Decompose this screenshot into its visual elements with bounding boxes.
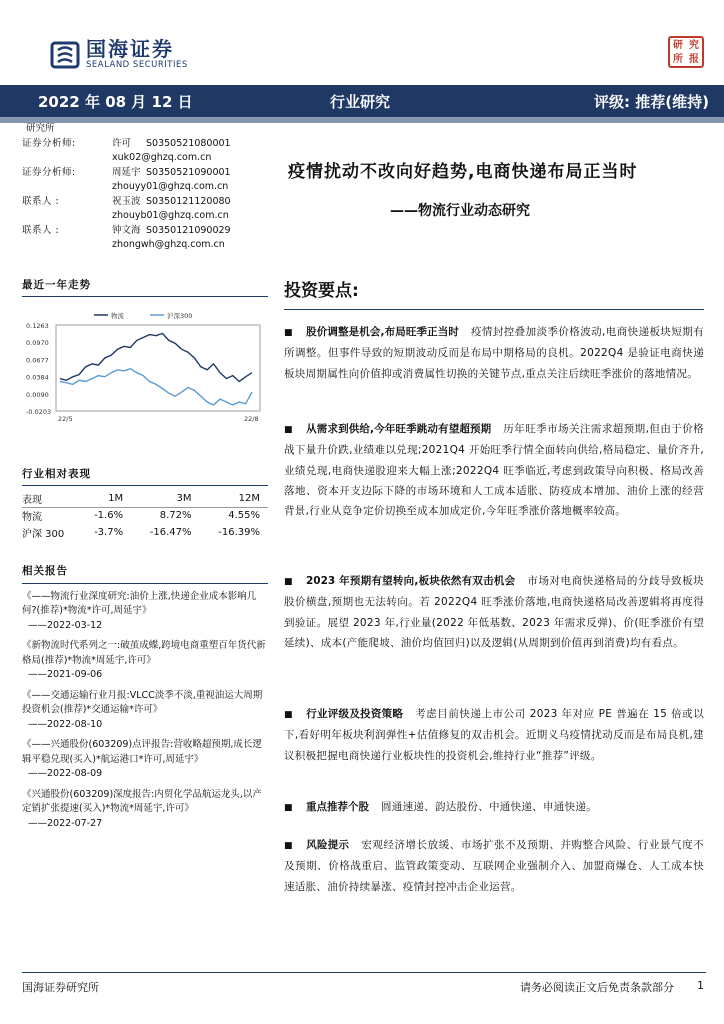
- footer-disclaimer: 请务必阅读正文后免责条款部分: [520, 981, 674, 994]
- company-logo: [50, 38, 188, 71]
- analyst-license: S0350121120080: [146, 195, 231, 207]
- legend-label: 沪深300: [167, 312, 193, 320]
- analyst-email[interactable]: zhouyy01@ghzq.com.cn: [112, 181, 229, 192]
- investment-point: [284, 797, 704, 818]
- y-tick-label: 0.1263: [26, 322, 49, 330]
- y-tick-label: 0.0090: [26, 390, 49, 399]
- analyst-name: 许可: [112, 137, 132, 149]
- square-bullet-icon: ■: [284, 841, 293, 851]
- point-lead: 从需求到供给,今年旺季跳动有望超预期: [306, 423, 492, 435]
- y-tick-label: -0.0203: [26, 408, 52, 416]
- performance-table: [22, 490, 268, 541]
- analyst-row: [22, 137, 268, 152]
- related-report-title: 《——交通运输行业月报:VLCC淡季不淡,重视油运大周期投资机会(推荐)*交通运输*许可》: [22, 689, 263, 715]
- investment-point: [284, 322, 704, 384]
- points-heading: 投资要点:: [284, 276, 704, 310]
- square-bullet-icon: ■: [284, 328, 293, 338]
- related-report-item[interactable]: [22, 590, 268, 634]
- analyst-row: [22, 224, 268, 239]
- performance-section: [22, 466, 268, 541]
- analyst-role: 联系人 :: [22, 224, 60, 236]
- related-report-title: 《兴通股份(603209)深度报告:内贸化学品航运龙头,以产定销扩张提速(买入)*物流*周延宇,许可》: [22, 788, 262, 814]
- rating: [594, 91, 709, 112]
- analyst-name: 祝玉波: [112, 195, 141, 207]
- y-tick-label: 0.0384: [26, 373, 49, 382]
- analyst-license: S0350521080001: [146, 137, 231, 149]
- table-row: [22, 507, 268, 524]
- y-tick-label: 0.0970: [26, 339, 49, 348]
- rating-label: 评级:: [594, 93, 630, 111]
- point-body: 宏观经济增长放缓、市场扩张不及预期、并购整合风险、行业景气度不及预期、价格战重启、监管政策变动、互联网企业强制介入、加盟商爆仓、人工成本快速适胀、油价持续暴涨、疫情封控冲击企业运营。: [284, 839, 704, 893]
- analyst-role: 证券分析师:: [22, 166, 76, 178]
- analyst-license: S0350521090001: [146, 166, 231, 178]
- related-report-date: ——2021-09-06: [28, 669, 103, 680]
- related-report-item[interactable]: [22, 689, 268, 733]
- square-bullet-icon: ■: [284, 577, 293, 587]
- report-type: 行业研究: [330, 93, 391, 111]
- point-lead: 2023 年预期有望转向,板块依然有双击机会: [306, 575, 516, 587]
- seal-char: 究: [689, 39, 699, 51]
- x-tick-label: 22/5: [58, 415, 73, 423]
- table-header-cell: 3M: [131, 490, 199, 507]
- point-lead: 风险提示: [306, 839, 350, 851]
- related-report-date: ——2022-08-10: [28, 718, 103, 730]
- analyst-name: 周延宇: [112, 166, 141, 178]
- table-row: [22, 524, 268, 541]
- table-cell: 物流: [22, 512, 42, 524]
- table-cell: -16.47%: [149, 527, 192, 538]
- related-heading: 相关报告: [22, 564, 268, 584]
- institute-label: 研究所: [26, 123, 55, 134]
- table-cell: 8.72%: [159, 510, 192, 522]
- related-reports: [22, 564, 268, 831]
- page-number: 1: [697, 979, 704, 992]
- x-tick-label: 22/8: [244, 415, 259, 423]
- table-cell: -16.39%: [218, 527, 260, 538]
- analyst-email[interactable]: xuk02@ghzq.com.cn: [112, 152, 212, 163]
- related-report-title: 《新物流时代系列之一:破茧成蝶,跨境电商重塑百年货代新格局(推荐)*物流*周延宇,许可》: [22, 640, 266, 666]
- analyst-row: [22, 195, 268, 210]
- footer-divider: [22, 972, 706, 973]
- brand-name-cn: 国海证券: [86, 37, 174, 61]
- related-report-title: 《——兴通股份(603209)点评报告:营收略超预期,成长逻辑平稳兑现(买入)*航运港口*许可,周延宇》: [22, 739, 262, 765]
- research-seal: [668, 36, 704, 68]
- brand-name-en: SEALAND SECURITIES: [86, 60, 188, 70]
- legend-label: 物流: [111, 312, 124, 320]
- investment-point: [284, 571, 704, 653]
- analyst-role: 证券分析师:: [22, 137, 76, 149]
- analyst-email[interactable]: zhongwh@ghzq.com.cn: [112, 239, 225, 250]
- investment-point: [284, 835, 704, 897]
- related-report-item[interactable]: [22, 788, 268, 832]
- table-header-row: [22, 490, 268, 507]
- analyst-email[interactable]: zhouyb01@ghzq.com.cn: [112, 210, 229, 221]
- point-lead: 股价调整是机会,布局旺季正当时: [306, 326, 459, 338]
- series-line: [60, 369, 252, 405]
- point-body: 考虑目前快递上市公司 2023 年对应 PE 普遍在 15 倍或以下,看好明年板块利润弹性+估值修复的双击机会。近期义乌疫情扰动反而是布局良机,建议积极把握电商快递行业板块性的投资机会,维持行业“推荐”评级。: [284, 708, 704, 762]
- rating-value: 推荐(维持): [635, 93, 709, 111]
- seal-char: 研: [673, 39, 683, 51]
- trend-section: [22, 277, 268, 423]
- series-line: [60, 333, 252, 381]
- table-header-cell: 表现: [22, 490, 80, 507]
- report-subtitle: ——物流行业动态研究: [390, 203, 530, 219]
- performance-heading: 行业相对表现: [22, 466, 268, 486]
- seal-char: 所: [673, 53, 683, 65]
- footer-institute: 国海证券研究所: [22, 981, 99, 994]
- table-cell: 4.55%: [228, 510, 260, 522]
- related-report-date: ——2022-08-09: [28, 768, 103, 779]
- related-report-date: ——2022-03-12: [28, 619, 103, 631]
- point-body: 市场对电商快递格局的分歧导致板块股价横盘,预期也无法转向。若 2022Q4 旺季涨价落地,电商快递格局改善逻辑将再度得到验证。展望 2023 年,行业量(2022 年低基数、2023 年需求反弹)、价(旺季涨价有望延续)、成本(产能爬坡、油价均值回归)以及逻辑(从周期到价值再到消费)均有看点。: [284, 575, 704, 649]
- y-tick-label: 0.0677: [26, 356, 49, 365]
- table-header-cell: 1M: [80, 490, 131, 507]
- point-lead: 重点推荐个股: [306, 801, 369, 813]
- square-bullet-icon: ■: [284, 710, 293, 720]
- related-report-item[interactable]: [22, 639, 268, 683]
- report-title: 疫情扰动不改向好趋势,电商快递布局正当时: [288, 162, 638, 182]
- table-cell: -3.7%: [94, 527, 124, 538]
- related-report-item[interactable]: [22, 738, 268, 782]
- plot-frame: [56, 325, 260, 411]
- square-bullet-icon: ■: [284, 425, 293, 435]
- analyst-row: [22, 166, 268, 181]
- related-report-date: ——2022-07-27: [28, 817, 103, 829]
- report-date: 2022 年 08 月 12 日: [38, 93, 193, 111]
- table-cell: -1.6%: [94, 510, 124, 522]
- trend-chart: [22, 305, 268, 423]
- point-body: 圆通速递、韵达股份、中通快递、申通快递。: [381, 801, 597, 813]
- analyst-name: 钟文海: [112, 224, 141, 236]
- seal-char: 报: [689, 53, 699, 65]
- investment-point: [284, 704, 704, 766]
- trend-heading: 最近一年走势: [22, 277, 268, 297]
- square-bullet-icon: ■: [284, 803, 293, 813]
- point-body: 疫情封控叠加淡季价格波动,电商快递板块短期有所调整。但事件导致的短期波动反而是布局中期格局的良机。2022Q4 是验证电商快递板块周期属性向价值抑或消费属性切换的关键节点,重点关注后续旺季涨价的落地情况。: [284, 326, 704, 380]
- table-cell: 沪深 300: [22, 529, 65, 540]
- logo-mark-icon: [50, 40, 80, 70]
- point-lead: 行业评级及投资策略: [306, 708, 404, 720]
- analyst-license: S0350121090029: [146, 224, 231, 236]
- point-body: 历年旺季市场关注需求超预期,但由于价格战下量升价跌,业绩难以兑现;2021Q4 开始旺季行情全面转向供给,格局稳定、量价齐升,业绩兑现,电商快递股迎来大幅上涨;2022Q4 旺季临近,考虑到政策导向积极、格局改善落地、资本开支边际下降的市场环境和人工成本适胀、防疫成本增加、油价上涨的经营背景,行业从竞争定价切换至成本加成定价,今年旺季涨价落地概率较高。: [284, 423, 704, 518]
- investment-point: [284, 419, 704, 521]
- analyst-block: [22, 122, 268, 253]
- related-report-title: 《——物流行业深度研究:油价上涨,快递企业成本影响几何?(推荐)*物流*许可,周延宇》: [22, 590, 257, 616]
- table-header-cell: 12M: [200, 490, 268, 507]
- analyst-role: 联系人 :: [22, 195, 60, 207]
